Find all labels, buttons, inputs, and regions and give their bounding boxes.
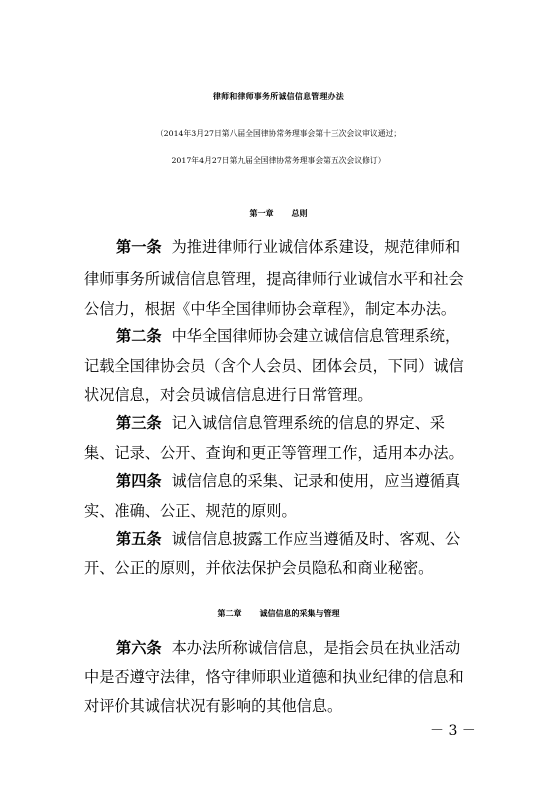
article-1-line-2: 律师事务所诚信信息管理，提高律师行业诚信水平和社会 bbox=[84, 270, 464, 288]
article-5-line-1 bbox=[116, 529, 460, 549]
article-4-line-1 bbox=[116, 471, 460, 491]
document-title: 律师和律师事务所诚信信息管理办法 bbox=[212, 92, 345, 101]
article-4-line-2: 实、准确、公正、规范的原则。 bbox=[84, 502, 297, 520]
adoption-note-line-1: （2014年3月27日第八届全国律协常务理事会第十三次会议审议通过； bbox=[155, 129, 402, 138]
article-label: 第六条 bbox=[116, 639, 162, 657]
article-1-line-3: 公信力，根据《中华全国律师协会章程》，制定本办法。 bbox=[84, 300, 457, 318]
article-label: 第二条 bbox=[116, 327, 162, 345]
chapter-number: 第二章 bbox=[217, 608, 242, 618]
chapter-1-heading bbox=[0, 208, 557, 219]
article-label: 第一条 bbox=[116, 238, 162, 256]
article-text: 中华全国律师协会建立诚信信息管理系统， bbox=[171, 327, 461, 345]
article-2-line-3: 状况信息，对会员诚信信息进行日常管理。 bbox=[84, 386, 373, 404]
article-text: 为推进律师行业诚信体系建设，规范律师和 bbox=[171, 238, 461, 256]
chapter-name: 诚信信息的采集与管理 bbox=[259, 608, 340, 618]
chapter-2-heading bbox=[0, 608, 557, 619]
article-label: 第三条 bbox=[116, 414, 162, 432]
article-3-line-2: 集、记录、公开、查询和更正等管理工作，适用本办法。 bbox=[84, 444, 464, 462]
article-6-line-2: 中是否遵守法律，恪守律师职业道德和执业纪律的信息和 bbox=[84, 668, 464, 686]
page-number: － 3 － bbox=[430, 723, 476, 739]
article-3-line-1 bbox=[116, 413, 445, 433]
article-label: 第五条 bbox=[116, 530, 162, 548]
article-6-line-3: 对评价其诚信状况有影响的其他信息。 bbox=[84, 697, 343, 715]
article-2-line-1 bbox=[116, 326, 460, 346]
chapter-number: 第一章 bbox=[249, 208, 274, 218]
article-label: 第四条 bbox=[116, 472, 162, 490]
article-6-line-1 bbox=[116, 638, 460, 658]
adoption-note-line-2: 2017年4月27日第九届全国律协常务理事会第五次会议修订） bbox=[171, 156, 386, 165]
article-text: 诚信信息披露工作应当遵循及时、客观、公 bbox=[171, 530, 461, 548]
chapter-name: 总则 bbox=[291, 208, 308, 218]
article-1-line-1 bbox=[116, 237, 460, 257]
article-text: 记入诚信信息管理系统的信息的界定、采 bbox=[171, 414, 445, 432]
article-text: 本办法所称诚信信息，是指会员在执业活动 bbox=[171, 639, 461, 657]
article-2-line-2: 记载全国律协会员（含个人会员、团体会员，下同）诚信 bbox=[84, 357, 464, 375]
article-5-line-2: 开、公正的原则，并依法保护会员隐私和商业秘密。 bbox=[84, 559, 434, 577]
article-text: 诚信信息的采集、记录和使用，应当遵循真 bbox=[171, 472, 461, 490]
